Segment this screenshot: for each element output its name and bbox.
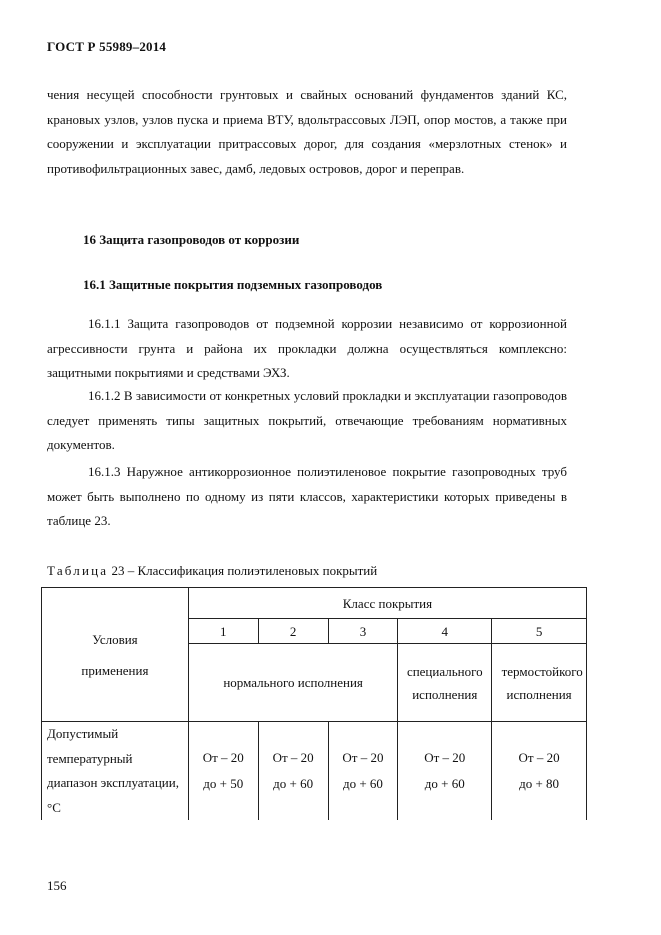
intro-paragraph: чения несущей способности грунтовых и свайных оснований фундаментов зданий КС, крановых узлов, узлов пуска и приема ВТУ, вдольтрассовых ЛЭП, опор мостов, а также при сооружении и эксплуатации притрассовых дорог, для создания «мерзлотных стенок» и противофильтрационных завес, дамб, ледовых островов, дорог и переправ. <box>47 87 567 176</box>
class-number-2: 2 <box>258 619 328 644</box>
class-number-3: 3 <box>328 619 398 644</box>
temp-value-class-2: От – 20 до + 60 <box>258 722 328 821</box>
class-number-4: 4 <box>398 619 492 644</box>
class-number-1: 1 <box>188 619 258 644</box>
temp-value-class-5: От – 20 до + 80 <box>492 722 587 821</box>
type-special: специального исполнения <box>398 644 492 722</box>
type-thermostable: термостойкого исполнения <box>492 644 587 722</box>
coating-classification-table <box>41 587 587 820</box>
conditions-header: Условия применения <box>42 588 189 722</box>
page-number: 156 <box>47 878 67 893</box>
temperature-range-label: Допустимый температурный диапазон эксплуатации, °С <box>42 722 189 821</box>
table-caption-text: 23 – Классификация полиэтиленовых покрытий <box>108 563 378 578</box>
temp-value-class-4: От – 20 до + 60 <box>398 722 492 821</box>
table-caption <box>47 563 377 579</box>
subsection-heading: 16.1 Защитные покрытия подземных газопроводов <box>83 277 383 292</box>
document-code: ГОСТ Р 55989–2014 <box>47 39 167 54</box>
paragraph-16-1-3: 16.1.3 Наружное антикоррозионное полиэтиленовое покрытие газопроводных труб может быть выполнено по одному из пяти классов, характеристики которых приведены в таблице 23. <box>47 464 567 528</box>
class-header: Класс покрытия <box>188 588 586 619</box>
paragraph-16-1-2: 16.1.2 В зависимости от конкретных условий прокладки и эксплуатации газопроводов следует применять типы защитных покрытий, отвечающие требованиям нормативных документов. <box>47 388 567 452</box>
type-normal: нормального исполнения <box>188 644 397 722</box>
temp-value-class-1: От – 20 до + 50 <box>188 722 258 821</box>
table-caption-label: Таблица <box>47 563 109 578</box>
paragraph-16-1-1: 16.1.1 Защита газопроводов от подземной коррозии независимо от коррозионной агрессивности грунта и района их прокладки должна осуществляться комплексно: защитными покрытиями и средствами ЭХЗ. <box>47 316 567 380</box>
temp-value-class-3: От – 20 до + 60 <box>328 722 398 821</box>
section-heading: 16 Защита газопроводов от коррозии <box>83 232 300 247</box>
class-number-5: 5 <box>492 619 587 644</box>
